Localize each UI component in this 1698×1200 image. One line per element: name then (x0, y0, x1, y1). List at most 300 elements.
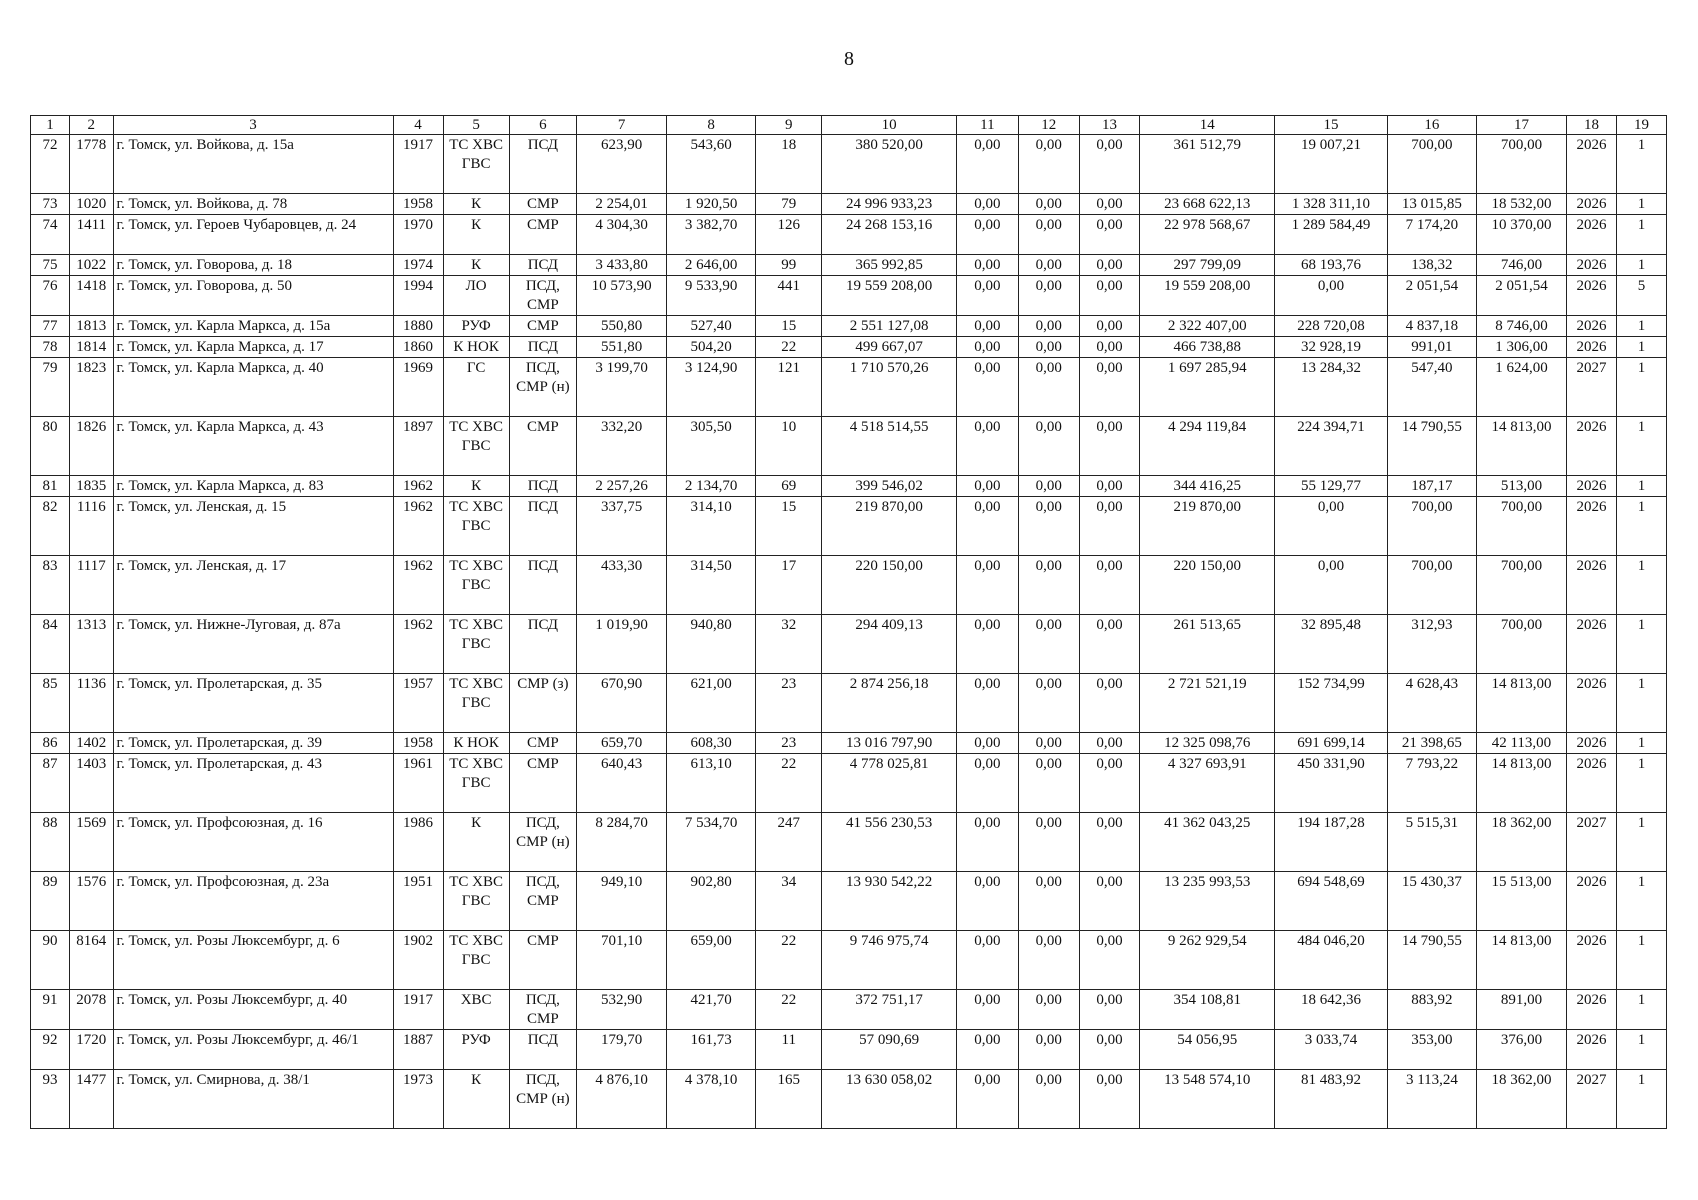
cell-total-cost: 4 518 514,55 (822, 417, 957, 476)
cell-living-area: 543,60 (667, 135, 756, 194)
cell-total-area: 10 573,90 (577, 276, 667, 316)
cell-document-type: ПСД (509, 476, 576, 497)
cell-year-built: 1917 (393, 990, 443, 1030)
cell-cost-13: 0,00 (1079, 1070, 1140, 1129)
cell-work-type: ТС ХВС ГВС (443, 931, 509, 990)
cell-work-type: ТС ХВС ГВС (443, 674, 509, 733)
cell-unit-cost-16: 883,92 (1387, 990, 1476, 1030)
cell-cost-15: 694 548,69 (1275, 872, 1388, 931)
cell-cost-13: 0,00 (1079, 135, 1140, 194)
cell-unit-cost-16: 5 515,31 (1387, 813, 1476, 872)
cell-total-cost: 220 150,00 (822, 556, 957, 615)
cell-total-cost: 499 667,07 (822, 337, 957, 358)
header-cell-6: 6 (509, 116, 576, 135)
cell-residents: 23 (756, 733, 822, 754)
cell-residents: 11 (756, 1030, 822, 1070)
cell-house-code: 1814 (70, 337, 113, 358)
cell-living-area: 314,10 (667, 497, 756, 556)
cell-address: г. Томск, ул. Карла Маркса, д. 17 (113, 337, 393, 358)
cell-cost-12: 0,00 (1018, 615, 1079, 674)
cell-unit-cost-16: 13 015,85 (1387, 194, 1476, 215)
cell-planned-year: 2026 (1567, 215, 1617, 255)
cell-cost-11: 0,00 (956, 255, 1018, 276)
cell-count-19: 1 (1616, 615, 1666, 674)
cell-cost-15: 55 129,77 (1275, 476, 1388, 497)
cell-cost-11: 0,00 (956, 358, 1018, 417)
cell-unit-cost-17: 18 532,00 (1476, 194, 1566, 215)
cell-unit-cost-16: 138,32 (1387, 255, 1476, 276)
cell-residents: 165 (756, 1070, 822, 1129)
cell-cost-12: 0,00 (1018, 733, 1079, 754)
cell-address: г. Томск, ул. Профсоюзная, д. 23а (113, 872, 393, 931)
cell-cost-15: 194 187,28 (1275, 813, 1388, 872)
cell-year-built: 1958 (393, 733, 443, 754)
cell-work-type: К (443, 215, 509, 255)
cell-count-19: 1 (1616, 872, 1666, 931)
cell-cost-14: 344 416,25 (1140, 476, 1275, 497)
cell-address: г. Томск, ул. Героев Чубаровцев, д. 24 (113, 215, 393, 255)
cell-cost-11: 0,00 (956, 135, 1018, 194)
cell-work-type: РУФ (443, 1030, 509, 1070)
table-row (31, 674, 1667, 733)
cell-total-area: 1 019,90 (577, 615, 667, 674)
cell-living-area: 504,20 (667, 337, 756, 358)
cell-cost-11: 0,00 (956, 556, 1018, 615)
cell-cost-12: 0,00 (1018, 135, 1079, 194)
cell-total-cost: 380 520,00 (822, 135, 957, 194)
cell-address: г. Томск, ул. Пролетарская, д. 35 (113, 674, 393, 733)
cell-cost-13: 0,00 (1079, 417, 1140, 476)
cell-address: г. Томск, ул. Нижне-Луговая, д. 87а (113, 615, 393, 674)
table-row (31, 556, 1667, 615)
cell-address: г. Томск, ул. Ленская, д. 15 (113, 497, 393, 556)
header-cell-14: 14 (1140, 116, 1275, 135)
cell-residents: 441 (756, 276, 822, 316)
cell-cost-11: 0,00 (956, 276, 1018, 316)
header-cell-3: 3 (113, 116, 393, 135)
cell-row-number: 93 (31, 1070, 70, 1129)
cell-total-cost: 13 016 797,90 (822, 733, 957, 754)
cell-living-area: 2 646,00 (667, 255, 756, 276)
cell-house-code: 1826 (70, 417, 113, 476)
cell-address: г. Томск, ул. Розы Люксембург, д. 40 (113, 990, 393, 1030)
cell-work-type: ТС ХВС ГВС (443, 872, 509, 931)
cell-address: г. Томск, ул. Профсоюзная, д. 16 (113, 813, 393, 872)
cell-living-area: 902,80 (667, 872, 756, 931)
table-row (31, 417, 1667, 476)
cell-cost-11: 0,00 (956, 931, 1018, 990)
cell-work-type: К (443, 255, 509, 276)
cell-work-type: ГС (443, 358, 509, 417)
cell-cost-12: 0,00 (1018, 872, 1079, 931)
cell-year-built: 1961 (393, 754, 443, 813)
cell-work-type: ТС ХВС ГВС (443, 754, 509, 813)
cell-total-area: 4 304,30 (577, 215, 667, 255)
cell-count-19: 1 (1616, 417, 1666, 476)
cell-house-code: 8164 (70, 931, 113, 990)
table-row (31, 733, 1667, 754)
cell-house-code: 1411 (70, 215, 113, 255)
cell-cost-15: 484 046,20 (1275, 931, 1388, 990)
cell-document-type: ПСД (509, 615, 576, 674)
cell-document-type: СМР (509, 194, 576, 215)
cell-document-type: СМР (з) (509, 674, 576, 733)
cell-cost-15: 0,00 (1275, 497, 1388, 556)
cell-cost-15: 1 289 584,49 (1275, 215, 1388, 255)
cell-address: г. Томск, ул. Розы Люксембург, д. 46/1 (113, 1030, 393, 1070)
cell-planned-year: 2026 (1567, 337, 1617, 358)
cell-cost-14: 54 056,95 (1140, 1030, 1275, 1070)
cell-residents: 247 (756, 813, 822, 872)
cell-row-number: 76 (31, 276, 70, 316)
cell-cost-12: 0,00 (1018, 417, 1079, 476)
cell-cost-12: 0,00 (1018, 194, 1079, 215)
cell-row-number: 91 (31, 990, 70, 1030)
cell-cost-11: 0,00 (956, 674, 1018, 733)
cell-cost-11: 0,00 (956, 215, 1018, 255)
cell-work-type: ТС ХВС ГВС (443, 615, 509, 674)
cell-total-cost: 4 778 025,81 (822, 754, 957, 813)
cell-living-area: 527,40 (667, 316, 756, 337)
cell-total-cost: 13 630 058,02 (822, 1070, 957, 1129)
cell-cost-12: 0,00 (1018, 1030, 1079, 1070)
cell-planned-year: 2026 (1567, 990, 1617, 1030)
cell-residents: 15 (756, 497, 822, 556)
cell-document-type: ПСД, СМР (509, 872, 576, 931)
cell-planned-year: 2026 (1567, 194, 1617, 215)
cell-unit-cost-17: 18 362,00 (1476, 1070, 1566, 1129)
cell-cost-14: 361 512,79 (1140, 135, 1275, 194)
cell-unit-cost-16: 700,00 (1387, 135, 1476, 194)
cell-row-number: 85 (31, 674, 70, 733)
cell-total-area: 640,43 (577, 754, 667, 813)
cell-cost-14: 13 235 993,53 (1140, 872, 1275, 931)
cell-unit-cost-17: 18 362,00 (1476, 813, 1566, 872)
table-row (31, 255, 1667, 276)
cell-cost-12: 0,00 (1018, 497, 1079, 556)
cell-cost-14: 19 559 208,00 (1140, 276, 1275, 316)
cell-count-19: 1 (1616, 1030, 1666, 1070)
cell-house-code: 1022 (70, 255, 113, 276)
cell-address: г. Томск, ул. Розы Люксембург, д. 6 (113, 931, 393, 990)
cell-living-area: 2 134,70 (667, 476, 756, 497)
cell-cost-12: 0,00 (1018, 556, 1079, 615)
cell-unit-cost-16: 2 051,54 (1387, 276, 1476, 316)
cell-address: г. Томск, ул. Ленская, д. 17 (113, 556, 393, 615)
cell-cost-12: 0,00 (1018, 990, 1079, 1030)
cell-unit-cost-17: 10 370,00 (1476, 215, 1566, 255)
cell-cost-15: 32 928,19 (1275, 337, 1388, 358)
cell-living-area: 421,70 (667, 990, 756, 1030)
cell-row-number: 77 (31, 316, 70, 337)
cell-house-code: 1418 (70, 276, 113, 316)
cell-unit-cost-16: 312,93 (1387, 615, 1476, 674)
cell-row-number: 81 (31, 476, 70, 497)
cell-total-cost: 2 551 127,08 (822, 316, 957, 337)
cell-total-cost: 41 556 230,53 (822, 813, 957, 872)
cell-cost-12: 0,00 (1018, 276, 1079, 316)
cell-house-code: 2078 (70, 990, 113, 1030)
cell-cost-13: 0,00 (1079, 337, 1140, 358)
cell-living-area: 3 124,90 (667, 358, 756, 417)
cell-cost-14: 297 799,09 (1140, 255, 1275, 276)
cell-cost-11: 0,00 (956, 337, 1018, 358)
table-row (31, 813, 1667, 872)
cell-total-cost: 19 559 208,00 (822, 276, 957, 316)
cell-work-type: ЛО (443, 276, 509, 316)
cell-cost-12: 0,00 (1018, 1070, 1079, 1129)
table-row (31, 754, 1667, 813)
cell-year-built: 1970 (393, 215, 443, 255)
cell-cost-14: 2 721 521,19 (1140, 674, 1275, 733)
cell-count-19: 1 (1616, 215, 1666, 255)
cell-house-code: 1313 (70, 615, 113, 674)
cell-cost-15: 224 394,71 (1275, 417, 1388, 476)
cell-total-area: 701,10 (577, 931, 667, 990)
cell-cost-11: 0,00 (956, 417, 1018, 476)
cell-cost-15: 152 734,99 (1275, 674, 1388, 733)
cell-cost-14: 23 668 622,13 (1140, 194, 1275, 215)
cell-unit-cost-17: 700,00 (1476, 497, 1566, 556)
cell-year-built: 1887 (393, 1030, 443, 1070)
cell-unit-cost-17: 14 813,00 (1476, 931, 1566, 990)
cell-cost-14: 466 738,88 (1140, 337, 1275, 358)
cell-year-built: 1957 (393, 674, 443, 733)
cell-planned-year: 2026 (1567, 135, 1617, 194)
cell-house-code: 1136 (70, 674, 113, 733)
cell-total-area: 2 254,01 (577, 194, 667, 215)
header-cell-17: 17 (1476, 116, 1566, 135)
cell-total-area: 551,80 (577, 337, 667, 358)
cell-document-type: СМР (509, 931, 576, 990)
cell-living-area: 659,00 (667, 931, 756, 990)
cell-row-number: 72 (31, 135, 70, 194)
cell-address: г. Томск, ул. Войкова, д. 15а (113, 135, 393, 194)
cell-cost-14: 2 322 407,00 (1140, 316, 1275, 337)
cell-document-type: ПСД, СМР (н) (509, 1070, 576, 1129)
header-cell-18: 18 (1567, 116, 1617, 135)
cell-cost-15: 691 699,14 (1275, 733, 1388, 754)
cell-living-area: 3 382,70 (667, 215, 756, 255)
header-cell-4: 4 (393, 116, 443, 135)
cell-work-type: К (443, 1070, 509, 1129)
cell-document-type: ПСД (509, 556, 576, 615)
cell-total-cost: 399 546,02 (822, 476, 957, 497)
table-row (31, 497, 1667, 556)
cell-count-19: 1 (1616, 255, 1666, 276)
cell-count-19: 1 (1616, 337, 1666, 358)
cell-cost-14: 4 294 119,84 (1140, 417, 1275, 476)
cell-address: г. Томск, ул. Карла Маркса, д. 83 (113, 476, 393, 497)
cell-unit-cost-17: 8 746,00 (1476, 316, 1566, 337)
cell-house-code: 1020 (70, 194, 113, 215)
cell-cost-15: 1 328 311,10 (1275, 194, 1388, 215)
cell-cost-11: 0,00 (956, 316, 1018, 337)
cell-cost-15: 19 007,21 (1275, 135, 1388, 194)
cell-unit-cost-17: 15 513,00 (1476, 872, 1566, 931)
cell-total-cost: 24 268 153,16 (822, 215, 957, 255)
cell-planned-year: 2026 (1567, 674, 1617, 733)
cell-cost-13: 0,00 (1079, 990, 1140, 1030)
register-body (31, 116, 1667, 1129)
cell-cost-11: 0,00 (956, 194, 1018, 215)
cell-total-area: 670,90 (577, 674, 667, 733)
cell-document-type: СМР (509, 417, 576, 476)
cell-count-19: 1 (1616, 990, 1666, 1030)
cell-total-area: 337,75 (577, 497, 667, 556)
cell-year-built: 1962 (393, 615, 443, 674)
cell-unit-cost-17: 700,00 (1476, 615, 1566, 674)
table-row (31, 931, 1667, 990)
cell-cost-12: 0,00 (1018, 476, 1079, 497)
cell-unit-cost-16: 187,17 (1387, 476, 1476, 497)
cell-house-code: 1778 (70, 135, 113, 194)
cell-house-code: 1823 (70, 358, 113, 417)
cell-unit-cost-17: 14 813,00 (1476, 417, 1566, 476)
cell-unit-cost-16: 991,01 (1387, 337, 1476, 358)
cell-unit-cost-16: 547,40 (1387, 358, 1476, 417)
cell-residents: 23 (756, 674, 822, 733)
cell-planned-year: 2026 (1567, 255, 1617, 276)
header-cell-8: 8 (667, 116, 756, 135)
cell-cost-13: 0,00 (1079, 1030, 1140, 1070)
cell-document-type: ПСД, СМР (н) (509, 358, 576, 417)
cell-total-area: 4 876,10 (577, 1070, 667, 1129)
cell-total-cost: 372 751,17 (822, 990, 957, 1030)
cell-work-type: К (443, 194, 509, 215)
cell-document-type: ПСД, СМР (н) (509, 813, 576, 872)
cell-living-area: 4 378,10 (667, 1070, 756, 1129)
cell-cost-13: 0,00 (1079, 615, 1140, 674)
cell-count-19: 1 (1616, 497, 1666, 556)
cell-count-19: 1 (1616, 674, 1666, 733)
cell-planned-year: 2026 (1567, 931, 1617, 990)
cell-planned-year: 2026 (1567, 556, 1617, 615)
cell-cost-13: 0,00 (1079, 733, 1140, 754)
cell-cost-11: 0,00 (956, 476, 1018, 497)
cell-address: г. Томск, ул. Говорова, д. 50 (113, 276, 393, 316)
cell-document-type: ПСД, СМР (509, 990, 576, 1030)
table-row (31, 1030, 1667, 1070)
cell-row-number: 80 (31, 417, 70, 476)
cell-unit-cost-17: 14 813,00 (1476, 674, 1566, 733)
cell-residents: 99 (756, 255, 822, 276)
cell-cost-11: 0,00 (956, 497, 1018, 556)
cell-work-type: К НОК (443, 337, 509, 358)
cell-cost-14: 220 150,00 (1140, 556, 1275, 615)
cell-cost-13: 0,00 (1079, 931, 1140, 990)
cell-work-type: К (443, 476, 509, 497)
cell-cost-15: 18 642,36 (1275, 990, 1388, 1030)
cell-cost-14: 13 548 574,10 (1140, 1070, 1275, 1129)
cell-planned-year: 2027 (1567, 358, 1617, 417)
cell-total-area: 659,70 (577, 733, 667, 754)
cell-address: г. Томск, ул. Говорова, д. 18 (113, 255, 393, 276)
header-cell-12: 12 (1018, 116, 1079, 135)
cell-planned-year: 2026 (1567, 276, 1617, 316)
cell-year-built: 1986 (393, 813, 443, 872)
cell-total-cost: 57 090,69 (822, 1030, 957, 1070)
cell-living-area: 314,50 (667, 556, 756, 615)
cell-residents: 34 (756, 872, 822, 931)
cell-cost-13: 0,00 (1079, 358, 1140, 417)
cell-document-type: ПСД, СМР (509, 276, 576, 316)
cell-house-code: 1835 (70, 476, 113, 497)
cell-year-built: 1860 (393, 337, 443, 358)
cell-residents: 10 (756, 417, 822, 476)
cell-house-code: 1477 (70, 1070, 113, 1129)
cell-unit-cost-17: 1 624,00 (1476, 358, 1566, 417)
cell-unit-cost-16: 7 174,20 (1387, 215, 1476, 255)
header-cell-2: 2 (70, 116, 113, 135)
cell-unit-cost-17: 746,00 (1476, 255, 1566, 276)
cell-count-19: 1 (1616, 194, 1666, 215)
cell-house-code: 1720 (70, 1030, 113, 1070)
cell-planned-year: 2026 (1567, 872, 1617, 931)
cell-count-19: 1 (1616, 733, 1666, 754)
cell-year-built: 1951 (393, 872, 443, 931)
cell-residents: 22 (756, 990, 822, 1030)
cell-cost-13: 0,00 (1079, 754, 1140, 813)
cell-cost-15: 68 193,76 (1275, 255, 1388, 276)
cell-document-type: ПСД (509, 135, 576, 194)
cell-cost-14: 9 262 929,54 (1140, 931, 1275, 990)
cell-count-19: 1 (1616, 476, 1666, 497)
cell-total-cost: 2 874 256,18 (822, 674, 957, 733)
housing-repair-register-table (30, 115, 1667, 1129)
table-row (31, 872, 1667, 931)
cell-cost-14: 219 870,00 (1140, 497, 1275, 556)
cell-work-type: ТС ХВС ГВС (443, 556, 509, 615)
page-number: 8 (844, 48, 854, 70)
cell-cost-11: 0,00 (956, 990, 1018, 1030)
header-cell-19: 19 (1616, 116, 1666, 135)
cell-planned-year: 2026 (1567, 476, 1617, 497)
cell-cost-14: 12 325 098,76 (1140, 733, 1275, 754)
cell-planned-year: 2026 (1567, 497, 1617, 556)
cell-total-cost: 13 930 542,22 (822, 872, 957, 931)
header-cell-16: 16 (1387, 116, 1476, 135)
cell-cost-12: 0,00 (1018, 255, 1079, 276)
cell-unit-cost-17: 700,00 (1476, 135, 1566, 194)
cell-count-19: 1 (1616, 931, 1666, 990)
cell-total-area: 332,20 (577, 417, 667, 476)
cell-cost-11: 0,00 (956, 754, 1018, 813)
cell-cost-13: 0,00 (1079, 813, 1140, 872)
cell-unit-cost-17: 700,00 (1476, 556, 1566, 615)
cell-cost-15: 0,00 (1275, 276, 1388, 316)
table-row (31, 135, 1667, 194)
cell-living-area: 161,73 (667, 1030, 756, 1070)
table-row (31, 358, 1667, 417)
cell-unit-cost-16: 3 113,24 (1387, 1070, 1476, 1129)
cell-count-19: 1 (1616, 316, 1666, 337)
cell-planned-year: 2026 (1567, 733, 1617, 754)
cell-count-19: 1 (1616, 358, 1666, 417)
cell-unit-cost-17: 2 051,54 (1476, 276, 1566, 316)
cell-count-19: 1 (1616, 556, 1666, 615)
cell-address: г. Томск, ул. Войкова, д. 78 (113, 194, 393, 215)
cell-work-type: ТС ХВС ГВС (443, 497, 509, 556)
cell-cost-14: 1 697 285,94 (1140, 358, 1275, 417)
cell-year-built: 1917 (393, 135, 443, 194)
cell-row-number: 79 (31, 358, 70, 417)
table-row (31, 476, 1667, 497)
table-row (31, 194, 1667, 215)
cell-unit-cost-16: 700,00 (1387, 556, 1476, 615)
cell-cost-15: 3 033,74 (1275, 1030, 1388, 1070)
cell-unit-cost-17: 42 113,00 (1476, 733, 1566, 754)
